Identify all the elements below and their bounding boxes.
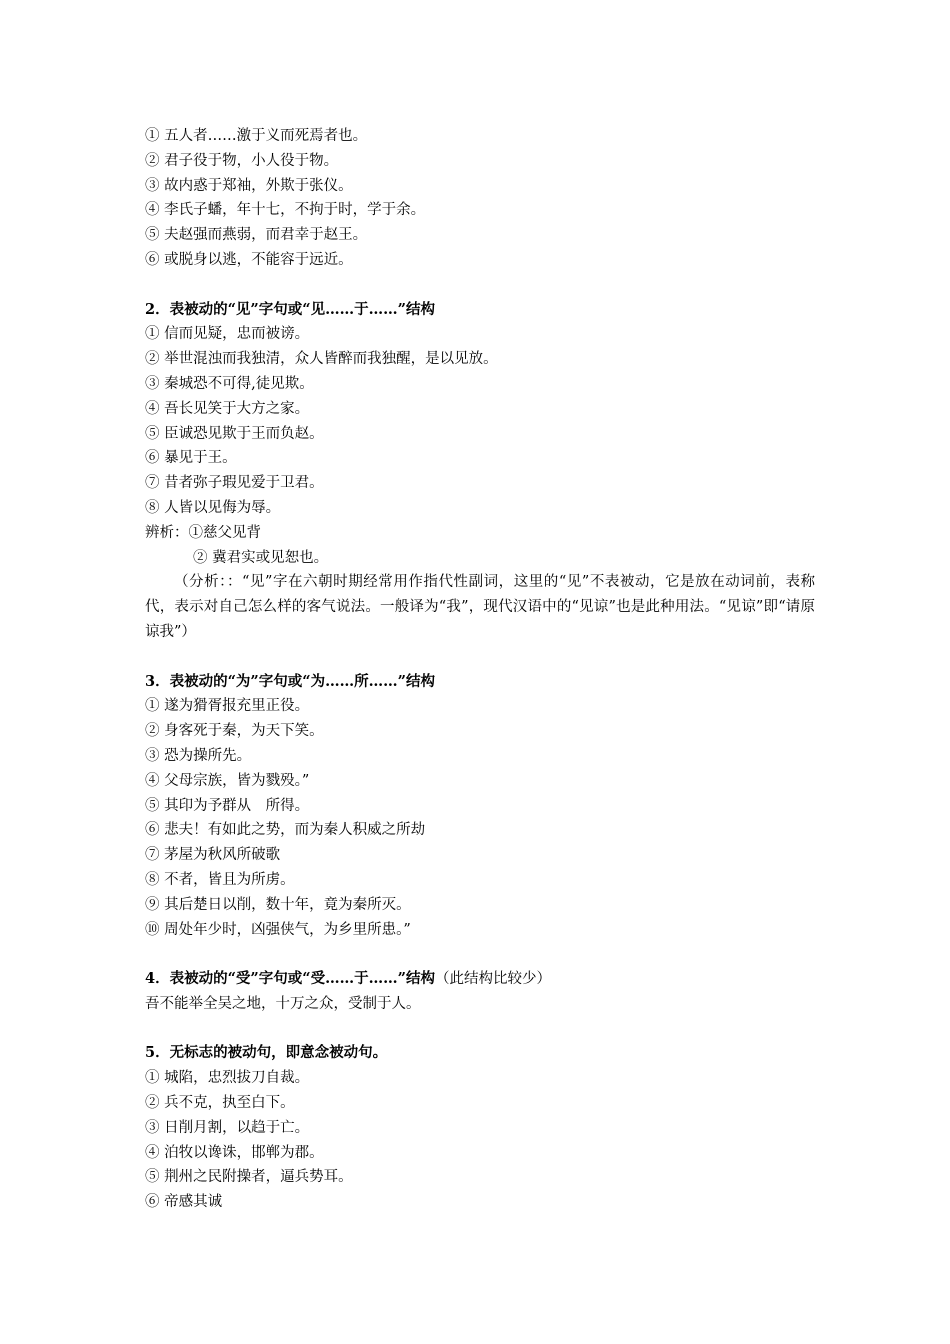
analysis-note: （分析：：“见”字在六朝时期经常用作指代性副词，这里的“见”不表被动，它是放在动词前，表称代，表示对自己怎么样的客气说法。一般译为“我”，现代汉语中的“见谅”也是此种用法。“见谅”即“请原谅我”） (145, 574, 815, 640)
list-item: ① 信而见疑，忠而被谤。 (145, 326, 310, 343)
list-item: ③ 日削月割，以趋于亡。 (145, 1119, 310, 1136)
list-item: ④ 吾长见笑于大方之家。 (145, 400, 310, 417)
section-3-heading: 3．表被动的“为”字句或“为……所……”结构 (145, 672, 435, 690)
list-item: ⑩ 周处年少时，凶强侠气，为乡里所患。” (145, 921, 411, 938)
document-page (145, 124, 815, 1215)
spacer (145, 1017, 815, 1042)
spacer (145, 942, 815, 967)
list-item: ⑤ 其印为予群从 所得。 (145, 797, 310, 814)
analysis-item: ② 冀君实或见恕也。 (193, 549, 329, 566)
list-item: ⑦ 茅屋为秋风所破歌 (145, 847, 281, 864)
spacer (145, 273, 815, 298)
section-5 (145, 1041, 815, 1215)
list-item: ② 兵不克，执至白下。 (145, 1095, 295, 1112)
list-item: ⑧ 不者，皆且为所虏。 (145, 871, 295, 888)
list-item: ⑥ 或脱身以逃，不能容于远近。 (145, 251, 353, 268)
list-item: ④ 泊牧以谗诛，邯郸为郡。 (145, 1144, 324, 1161)
analysis-label: 辨析：①慈父见背 (145, 524, 261, 541)
spacer (145, 645, 815, 670)
list-item: ① 城陷，忠烈拔刀自裁。 (145, 1070, 310, 1087)
list-item: ③ 故内惑于郑袖，外欺于张仪。 (145, 177, 353, 194)
list-item: ⑨ 其后楚日以削，数十年，竟为秦所灭。 (145, 896, 411, 913)
list-item: ③ 恐为操所先。 (145, 747, 252, 764)
section-4-heading-note: （此结构比较少） (434, 971, 551, 988)
section-4-heading (145, 967, 815, 992)
list-item: ① 遂为猾胥报充里正役。 (145, 698, 310, 715)
list-item: ⑦ 昔者弥子瑕见爱于卫君。 (145, 475, 324, 492)
section-2 (145, 298, 815, 645)
list-item: ④ 李氏子蟠，年十七，不拘于时，学于余。 (145, 202, 426, 219)
section-3 (145, 670, 815, 943)
list-item: ④ 父母宗族，皆为戮殁。” (145, 772, 310, 789)
section-4 (145, 967, 815, 1017)
list-item: ① 五人者……激于义而死焉者也。 (145, 128, 368, 144)
list-item: ② 身客死于秦，为天下笑。 (145, 723, 324, 740)
section-5-heading: 5．无标志的被动句，即意念被动句。 (145, 1044, 388, 1062)
list-item: ⑧ 人皆以见侮为辱。 (145, 499, 281, 516)
list-item: ⑥ 悲夫！有如此之势，而为秦人积威之所劫 (145, 822, 426, 839)
section-1-list (145, 124, 815, 273)
list-item: ② 君子役于物，小人役于物。 (145, 152, 339, 169)
list-item: ② 举世混浊而我独清，众人皆醉而我独醒，是以见放。 (145, 351, 498, 368)
section-4-heading-text: 4．表被动的“受”字句或“受……于……”结构 (145, 970, 435, 988)
list-item: ⑤ 夫赵强而燕弱，而君幸于赵王。 (145, 227, 368, 244)
list-item: ⑤ 荆州之民附操者，逼兵势耳。 (145, 1169, 353, 1186)
list-item: ⑥ 帝感其诚 (145, 1194, 223, 1211)
section-4-text: 吾不能举全吴之地，十万之众，受制于人。 (145, 995, 421, 1012)
list-item: ③ 秦城恐不可得,徒见欺。 (145, 375, 314, 392)
list-item: ⑥ 暴见于王。 (145, 450, 237, 467)
list-item: ⑤ 臣诚恐见欺于王而负赵。 (145, 425, 324, 442)
section-2-heading: 2．表被动的“见”字句或“见……于……”结构 (145, 300, 435, 318)
